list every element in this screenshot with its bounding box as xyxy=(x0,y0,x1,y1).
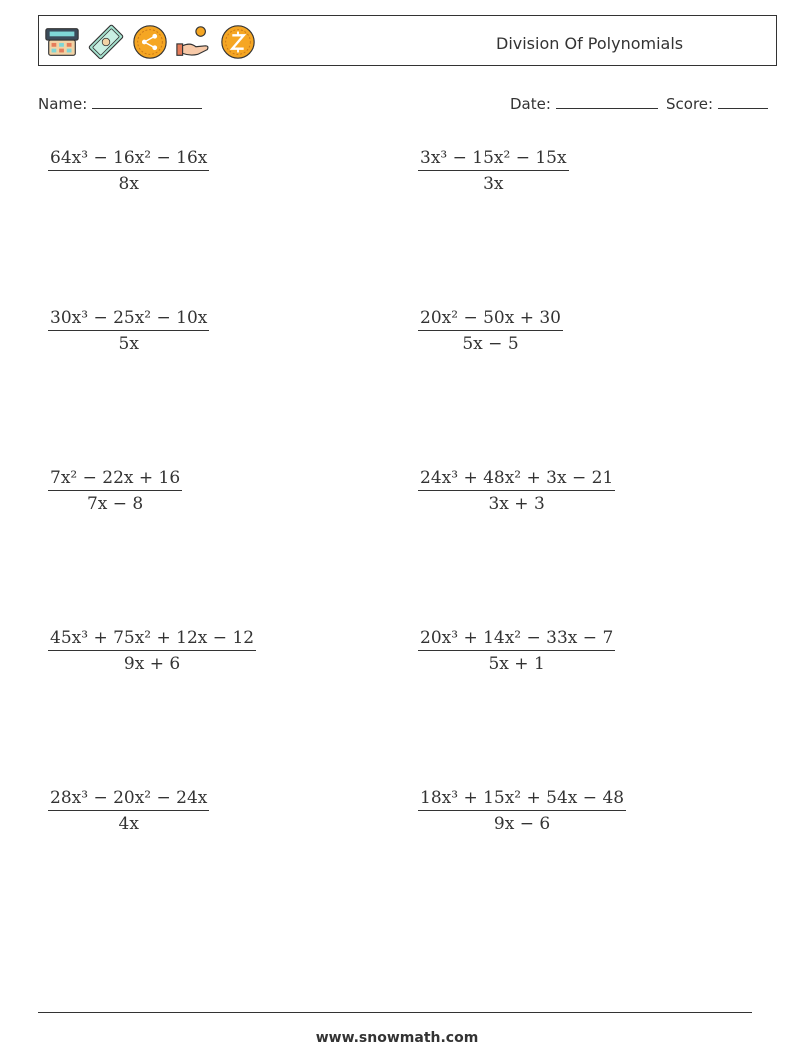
problem-2 xyxy=(418,148,569,194)
numerator: 3x³ − 15x² − 15x xyxy=(418,148,569,171)
denominator: 5x + 1 xyxy=(488,654,545,674)
cash-register-icon xyxy=(43,23,81,61)
denominator: 5x xyxy=(118,334,139,354)
score-label: Score: xyxy=(666,95,714,113)
problem-8 xyxy=(418,628,615,674)
numerator: 45x³ + 75x² + 12x − 12 xyxy=(48,628,256,651)
denominator: 5x − 5 xyxy=(462,334,519,354)
worksheet-header xyxy=(38,15,777,66)
banknote-icon xyxy=(87,23,125,61)
numerator: 20x² − 50x + 30 xyxy=(418,308,563,331)
problem-10 xyxy=(418,788,626,834)
worksheet-title: Division Of Polynomials xyxy=(496,34,684,53)
problem-7 xyxy=(48,628,256,674)
denominator: 9x + 6 xyxy=(123,654,181,674)
denominator: 4x xyxy=(118,814,139,834)
footer-website[interactable]: www.snowmath.com xyxy=(315,1030,479,1046)
numerator: 18x³ + 15x² + 54x − 48 xyxy=(418,788,626,811)
share-coin-icon xyxy=(131,23,169,61)
name-blank[interactable] xyxy=(92,94,202,109)
date-label: Date: xyxy=(510,95,551,113)
denominator: 8x xyxy=(118,174,139,194)
numerator: 7x² − 22x + 16 xyxy=(48,468,182,491)
numerator: 64x³ − 16x² − 16x xyxy=(48,148,209,171)
zcash-coin-icon xyxy=(219,23,257,61)
denominator: 9x − 6 xyxy=(493,814,551,834)
numerator: 30x³ − 25x² − 10x xyxy=(48,308,209,331)
name-label: Name: xyxy=(38,95,88,113)
header-icons xyxy=(43,21,257,63)
problem-3 xyxy=(48,308,209,354)
denominator: 3x xyxy=(483,174,504,194)
problem-9 xyxy=(48,788,209,834)
footer-divider xyxy=(38,1012,752,1013)
problem-5 xyxy=(48,468,182,514)
problem-6 xyxy=(418,468,615,514)
numerator: 24x³ + 48x² + 3x − 21 xyxy=(418,468,615,491)
score-blank[interactable] xyxy=(718,94,768,109)
name-field[interactable] xyxy=(38,94,202,113)
numerator: 28x³ − 20x² − 24x xyxy=(48,788,209,811)
hand-coin-icon xyxy=(175,23,213,61)
score-field[interactable] xyxy=(666,94,768,113)
problem-1 xyxy=(48,148,209,194)
date-blank[interactable] xyxy=(556,94,658,109)
numerator: 20x³ + 14x² − 33x − 7 xyxy=(418,628,615,651)
date-field[interactable] xyxy=(510,94,658,113)
problem-4 xyxy=(418,308,563,354)
denominator: 7x − 8 xyxy=(86,494,144,514)
denominator: 3x + 3 xyxy=(488,494,545,514)
